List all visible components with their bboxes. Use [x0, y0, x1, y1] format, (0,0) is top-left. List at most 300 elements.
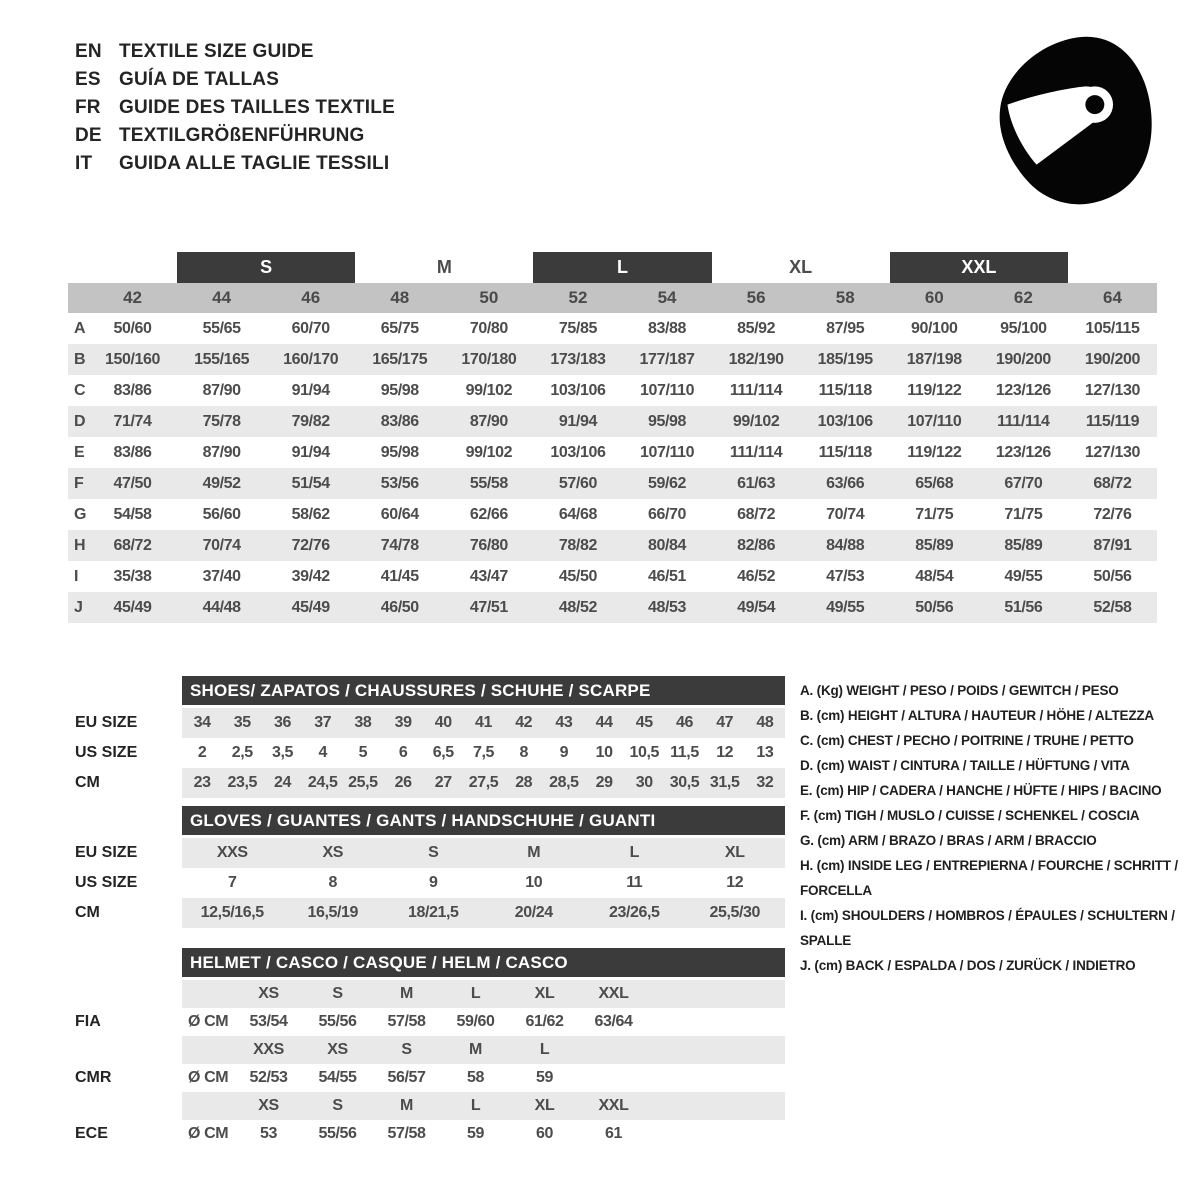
helmet-value: 53/54 [249, 1013, 288, 1030]
row-label-cm: CM [75, 904, 100, 921]
helmet-value: 59 [536, 1069, 553, 1086]
numeric-size-spacer [68, 283, 88, 313]
helmet-size-label: XXL [598, 985, 629, 1002]
measurement-row-g [68, 499, 1157, 530]
size-value: 68/72 [113, 536, 152, 554]
helmet-size-label: XS [327, 1041, 348, 1058]
shoes-cell-value: 38 [354, 714, 372, 731]
size-value: 49/54 [737, 598, 776, 616]
gloves-cell-value: 8 [328, 874, 337, 891]
shoes-cell-value: 34 [193, 714, 211, 731]
numeric-size: 46 [301, 288, 321, 307]
racing-helmet-glyph [978, 30, 1168, 212]
helmet-value: 58 [467, 1069, 484, 1086]
helmet-size-label: M [469, 1041, 482, 1058]
helmet-value: 54/55 [318, 1069, 357, 1086]
size-value: 45/50 [558, 567, 597, 585]
size-value: 115/119 [1085, 412, 1140, 430]
size-group-xl: XL [789, 257, 813, 277]
gloves-cell-value: XXS [216, 844, 248, 861]
size-value: 57/60 [558, 474, 597, 492]
size-value: 173/183 [550, 350, 606, 368]
size-value: 111/114 [997, 412, 1050, 430]
size-value: 71/74 [113, 412, 152, 430]
measurement-row-e [68, 437, 1157, 468]
shoes-cell-value: 26 [394, 774, 412, 791]
size-value: 165/175 [372, 350, 428, 368]
helmet-size-label: L [539, 1041, 550, 1058]
size-value: 85/89 [1004, 536, 1043, 554]
gloves-cell-value: M [527, 844, 541, 861]
size-value: 46/50 [380, 598, 419, 616]
size-value: 50/56 [915, 598, 954, 616]
helmet-values-row-cmr [182, 1064, 785, 1092]
helmet-value: 55/56 [318, 1125, 357, 1142]
language-title: GUIDA ALLE TAGLIE TESSILI [119, 153, 390, 174]
size-value: 85/89 [915, 536, 954, 554]
shoes-cell-value: 35 [233, 714, 251, 731]
gloves-cell-value: S [428, 844, 439, 861]
size-value: 75/78 [202, 412, 241, 430]
standard-label-fia: FIA [75, 1013, 101, 1030]
size-value: 51/56 [1004, 598, 1043, 616]
size-value: 115/118 [818, 381, 872, 399]
size-value: 103/106 [817, 412, 873, 430]
size-value: 123/126 [995, 443, 1051, 461]
language-title: TEXTILE SIZE GUIDE [119, 41, 314, 62]
shoes-cell-value: 3,5 [271, 744, 294, 761]
size-value: 54/58 [113, 505, 152, 523]
size-value: 49/55 [826, 598, 865, 616]
shoes-cell-value: 7,5 [472, 744, 495, 761]
shoes-cell-value: 43 [555, 714, 573, 731]
row-letter: D [74, 412, 86, 430]
gloves-cell-value: 16,5/19 [307, 904, 359, 921]
row-label-eu-size: EU SIZE [75, 844, 138, 861]
racing-helmet-icon [978, 30, 1168, 212]
helmet-size-label: S [401, 1041, 412, 1058]
shoes-cell-value: 29 [595, 774, 613, 791]
numeric-size: 62 [1013, 288, 1033, 307]
legend-entry: B. (cm) HEIGHT / ALTURA / HAUTEUR / HÖHE / ALTEZZA [800, 708, 1154, 723]
gloves-cell-value: L [629, 844, 639, 861]
language-title: GUÍA DE TALLAS [119, 69, 280, 90]
size-value: 95/98 [648, 412, 687, 430]
row-letter: A [74, 319, 86, 337]
helmet-size-label: L [470, 985, 481, 1002]
shoes-cell-value: 13 [756, 744, 774, 761]
size-value: 74/78 [380, 536, 419, 554]
size-value: 91/94 [558, 412, 597, 430]
row-label-eu-size: EU SIZE [75, 714, 138, 731]
shoes-data-row [182, 738, 785, 768]
size-value: 52/58 [1093, 598, 1132, 616]
numeric-size: 60 [924, 288, 944, 307]
size-value: 185/195 [817, 350, 873, 368]
size-value: 65/68 [915, 474, 954, 492]
size-value: 91/94 [291, 381, 330, 399]
shoes-cell-value: 27 [434, 774, 452, 791]
helmet-value: 63/64 [594, 1013, 633, 1030]
size-value: 83/86 [113, 443, 152, 461]
size-value: 127/130 [1084, 443, 1140, 461]
size-value: 58/62 [291, 505, 330, 523]
size-value: 50/60 [113, 319, 152, 337]
size-value: 46/52 [737, 567, 776, 585]
size-value: 71/75 [1004, 505, 1043, 523]
language-code: EN [75, 41, 102, 62]
shoes-cell-value: 11,5 [670, 744, 699, 761]
shoes-cell-value: 8 [519, 744, 528, 761]
size-value: 72/76 [1093, 505, 1132, 523]
size-value: 87/95 [826, 319, 865, 337]
gloves-cell-value: XL [724, 844, 745, 861]
size-value: 44/48 [202, 598, 241, 616]
size-value: 87/91 [1093, 536, 1132, 554]
size-value: 103/106 [550, 381, 606, 399]
size-value: 91/94 [291, 443, 330, 461]
size-value: 64/68 [558, 505, 597, 523]
gloves-cell-value: 12 [726, 874, 744, 891]
size-value: 127/130 [1084, 381, 1140, 399]
size-value: 99/102 [465, 381, 513, 399]
shoes-cell-value: 12 [716, 744, 734, 761]
numeric-size: 52 [568, 288, 588, 307]
row-letter: J [74, 598, 83, 616]
gloves-data-row [182, 868, 785, 898]
shoes-data-row [182, 768, 785, 798]
shoes-cell-value: 37 [314, 714, 332, 731]
size-value: 45/49 [113, 598, 152, 616]
shoes-cell-value: 36 [273, 714, 291, 731]
helmet-sizes-row-fia [182, 980, 785, 1008]
language-code: ES [75, 69, 101, 90]
gloves-cell-value: 23/26,5 [608, 904, 660, 921]
gloves-data-row [182, 838, 785, 868]
language-title-list [75, 38, 395, 178]
size-value: 60/70 [291, 319, 330, 337]
size-value: 76/80 [469, 536, 508, 554]
size-value: 71/75 [915, 505, 954, 523]
diameter-unit: Ø CM [188, 1069, 229, 1086]
shoes-cell-value: 28,5 [549, 774, 579, 791]
shoes-cell-value: 9 [559, 744, 569, 761]
language-code: IT [75, 153, 93, 174]
row-letter: B [74, 350, 86, 368]
size-value: 65/75 [380, 319, 419, 337]
row-label-us-size: US SIZE [75, 874, 138, 891]
shoes-cell-value: 47 [716, 714, 734, 731]
size-value: 60/64 [380, 505, 419, 523]
size-value: 90/100 [911, 319, 958, 337]
helmet-value: 60 [536, 1125, 553, 1142]
size-value: 111/114 [729, 443, 783, 461]
helmet-values-row-ece [182, 1120, 785, 1148]
empty-cell [182, 1036, 234, 1064]
diameter-unit: Ø CM [188, 1125, 229, 1142]
size-value: 49/52 [202, 474, 241, 492]
size-value: 72/76 [291, 536, 330, 554]
size-value: 83/88 [648, 319, 687, 337]
shoes-cell-value: 24 [273, 774, 291, 791]
size-value: 47/51 [469, 598, 508, 616]
size-value: 50/56 [1093, 567, 1132, 585]
helmet-size-label: M [400, 985, 413, 1002]
size-value: 177/187 [639, 350, 695, 368]
size-value: 155/165 [194, 350, 250, 368]
shoes-cell-value: 6,5 [432, 744, 454, 761]
numeric-size: 42 [123, 288, 142, 307]
size-group-s: S [177, 252, 355, 283]
shoes-cell-value: 31,5 [709, 774, 740, 791]
shoes-cell-value: 10,5 [629, 744, 660, 761]
shoes-cell-value: 28 [515, 774, 533, 791]
helmet-section-header: HELMET / CASCO / CASQUE / HELM / CASCO [182, 948, 785, 977]
size-value: 78/82 [558, 536, 597, 554]
measurement-row-c [68, 375, 1157, 406]
legend-entry: C. (cm) CHEST / PECHO / POITRINE / TRUHE / PETTO [800, 733, 1134, 748]
size-value: 68/72 [1093, 474, 1132, 492]
numeric-size: 48 [390, 288, 410, 307]
size-value: 95/98 [380, 381, 419, 399]
helmet-size-label: XL [534, 985, 555, 1002]
helmet-value: 57/58 [387, 1013, 426, 1030]
helmet-value: 56/57 [387, 1069, 426, 1086]
helmet-value: 61/62 [525, 1013, 564, 1030]
size-value: 48/53 [648, 598, 687, 616]
size-value: 99/102 [465, 443, 513, 461]
legend-entry: F. (cm) TIGH / MUSLO / CUISSE / SCHENKEL / COSCIA [800, 808, 1140, 823]
size-value: 62/66 [469, 505, 508, 523]
size-value: 55/65 [202, 319, 241, 337]
shoes-data-row [182, 708, 785, 738]
legend-entry: H. (cm) INSIDE LEG / ENTREPIERNA / FOURCHE / SCHRITT / FORCELLA [800, 858, 1178, 898]
helmet-section [68, 948, 788, 1153]
size-value: 68/72 [737, 505, 776, 523]
gloves-cell-value: 20/24 [514, 904, 553, 921]
gloves-cell-value: 12,5/16,5 [200, 904, 264, 921]
language-code: FR [75, 97, 101, 118]
size-value: 37/40 [202, 567, 241, 585]
size-value: 83/86 [113, 381, 152, 399]
language-code: DE [75, 125, 102, 146]
size-value: 105/115 [1085, 319, 1140, 337]
gloves-cell-value: 9 [429, 874, 438, 891]
size-value: 39/42 [291, 567, 330, 585]
helmet-size-label: S [332, 1097, 343, 1114]
size-value: 61/63 [737, 474, 776, 492]
helmet-value: 59 [467, 1125, 484, 1142]
helmet-values-row-fia [182, 1008, 785, 1036]
gloves-cell-value: 25,5/30 [709, 904, 761, 921]
numeric-size: 50 [479, 288, 499, 307]
numeric-size-row [68, 283, 1157, 313]
size-value: 119/122 [907, 443, 962, 461]
shoes-cell-value: 46 [675, 714, 693, 731]
size-value: 47/53 [826, 567, 865, 585]
size-value: 187/198 [906, 350, 962, 368]
size-value: 190/200 [1084, 350, 1140, 368]
helmet-value: 61 [605, 1125, 622, 1142]
size-value: 35/38 [113, 567, 152, 585]
shoes-cell-value: 27,5 [468, 774, 499, 791]
size-value: 70/74 [826, 505, 865, 523]
row-label-cm: CM [75, 774, 100, 791]
size-group-row [68, 252, 1157, 283]
size-value: 84/88 [826, 536, 865, 554]
size-value: 87/90 [202, 443, 241, 461]
size-value: 55/58 [469, 474, 508, 492]
gloves-data-row [182, 898, 785, 928]
size-value: 75/85 [558, 319, 597, 337]
gloves-cell-value: XS [322, 844, 344, 861]
shoes-cell-value: 40 [434, 714, 452, 731]
language-line-de [75, 122, 395, 150]
measurement-rows [68, 313, 1157, 623]
shoes-cell-value: 44 [595, 714, 613, 731]
size-value: 47/50 [113, 474, 152, 492]
size-value: 95/100 [1000, 319, 1047, 337]
measurement-row-b [68, 344, 1157, 375]
standard-label-ece: ECE [75, 1125, 108, 1142]
diameter-unit: Ø CM [188, 1013, 229, 1030]
shoes-cell-value: 23,5 [227, 774, 258, 791]
shoes-cell-value: 10 [595, 744, 613, 761]
language-title: GUIDE DES TAILLES TEXTILE [119, 97, 395, 118]
helmet-sizes-row-cmr [182, 1036, 785, 1064]
size-group-l: L [533, 252, 711, 283]
shoes-cell-value: 4 [318, 744, 327, 761]
helmet-size-label: XXL [598, 1097, 629, 1114]
size-value: 51/54 [291, 474, 330, 492]
measurement-row-j [68, 592, 1157, 623]
size-value: 63/66 [826, 474, 865, 492]
size-value: 43/47 [469, 567, 508, 585]
size-value: 46/51 [648, 567, 687, 585]
size-value: 170/180 [461, 350, 517, 368]
shoes-cell-value: 23 [193, 774, 211, 791]
shoes-cell-value: 5 [358, 744, 368, 761]
shoes-cell-value: 24,5 [307, 774, 338, 791]
size-value: 182/190 [728, 350, 784, 368]
numeric-size: 56 [746, 288, 766, 307]
language-title: TEXTILGRÖßENFÜHRUNG [119, 125, 365, 146]
main-size-table [68, 252, 1157, 623]
shoes-section-header: SHOES/ ZAPATOS / CHAUSSURES / SCHUHE / SCARPE [182, 676, 785, 705]
gloves-cell-value: 7 [228, 874, 237, 891]
row-letter: C [74, 381, 86, 399]
size-value: 67/70 [1004, 474, 1043, 492]
helmet-sizes-row-ece [182, 1092, 785, 1120]
helmet-size-label: XL [534, 1097, 555, 1114]
legend-entry: E. (cm) HIP / CADERA / HANCHE / HÜFTE / HIPS / BACINO [800, 783, 1162, 798]
size-value: 66/70 [648, 505, 687, 523]
helmet-value: 59/60 [456, 1013, 495, 1030]
measurement-row-a [68, 313, 1157, 344]
size-value: 82/86 [737, 536, 776, 554]
size-value: 56/60 [202, 505, 241, 523]
gloves-cell-value: 18/21,5 [407, 904, 459, 921]
numeric-size: 54 [657, 288, 677, 307]
shoes-cell-value: 30,5 [669, 774, 700, 791]
numeric-size: 64 [1102, 288, 1122, 307]
gloves-cell-value: 11 [626, 874, 643, 891]
numeric-size: 58 [835, 288, 855, 307]
shoes-cell-value: 30 [635, 774, 653, 791]
measurement-row-i [68, 561, 1157, 592]
size-value: 53/56 [380, 474, 419, 492]
size-value: 83/86 [380, 412, 419, 430]
shoes-cell-value: 45 [635, 714, 653, 731]
measurement-row-f [68, 468, 1157, 499]
size-value: 111/114 [729, 381, 783, 399]
shoes-cell-value: 42 [515, 714, 533, 731]
gloves-section [68, 806, 788, 931]
size-value: 49/55 [1004, 567, 1043, 585]
size-group-xxl: XXL [890, 252, 1068, 283]
size-value: 123/126 [995, 381, 1051, 399]
legend-entry: A. (Kg) WEIGHT / PESO / POIDS / GEWITCH / PESO [800, 683, 1119, 698]
standard-label-cmr: CMR [75, 1069, 112, 1086]
row-letter: I [74, 567, 79, 585]
shoes-section [68, 676, 788, 801]
shoes-cell-value: 39 [394, 714, 412, 731]
language-line-es [75, 66, 395, 94]
gloves-cell-value: 10 [525, 874, 543, 891]
shoes-cell-value: 48 [756, 714, 774, 731]
numeric-size: 44 [212, 288, 232, 307]
shoes-cell-value: 41 [474, 714, 492, 731]
row-letter: G [74, 505, 87, 523]
size-value: 45/49 [291, 598, 330, 616]
size-group-m: M [436, 257, 452, 277]
size-value: 107/110 [639, 443, 695, 461]
size-value: 160/170 [283, 350, 339, 368]
empty-cell [182, 1092, 234, 1120]
legend-entry: I. (cm) SHOULDERS / HOMBROS / ÉPAULES / SCHULTERN / SPALLE [800, 908, 1175, 948]
size-value: 115/118 [818, 443, 872, 461]
helmet-value: 57/58 [387, 1125, 426, 1142]
helmet-size-label: XS [258, 1097, 279, 1114]
size-value: 79/82 [291, 412, 330, 430]
legend-entry: J. (cm) BACK / ESPALDA / DOS / ZURÜCK / INDIETRO [800, 958, 1136, 973]
helmet-size-label: XXS [253, 1041, 284, 1058]
shoes-cell-value: 6 [398, 744, 408, 761]
size-value: 107/110 [907, 412, 962, 430]
shoes-cell-value: 25,5 [348, 774, 378, 791]
gloves-section-header: GLOVES / GUANTES / GANTS / HANDSCHUHE / GUANTI [182, 806, 785, 835]
size-value: 103/106 [550, 443, 606, 461]
size-value: 48/52 [558, 598, 597, 616]
size-value: 59/62 [648, 474, 687, 492]
helmet-size-label: L [470, 1097, 481, 1114]
shoes-cell-value: 2 [197, 744, 207, 761]
size-value: 95/98 [380, 443, 419, 461]
row-letter: F [74, 474, 84, 492]
measurement-legend [800, 678, 1182, 978]
size-value: 150/160 [105, 350, 161, 368]
size-value: 48/54 [915, 567, 954, 585]
helmet-value: 52/53 [249, 1069, 288, 1086]
row-label-us-size: US SIZE [75, 744, 138, 761]
size-value: 87/90 [469, 412, 508, 430]
helmet-value: 53 [260, 1125, 277, 1142]
helmet-size-label: S [332, 985, 343, 1002]
helmet-size-label: XS [258, 985, 279, 1002]
helmet-value: 55/56 [318, 1013, 357, 1030]
size-value: 70/80 [469, 319, 508, 337]
size-value: 87/90 [202, 381, 241, 399]
